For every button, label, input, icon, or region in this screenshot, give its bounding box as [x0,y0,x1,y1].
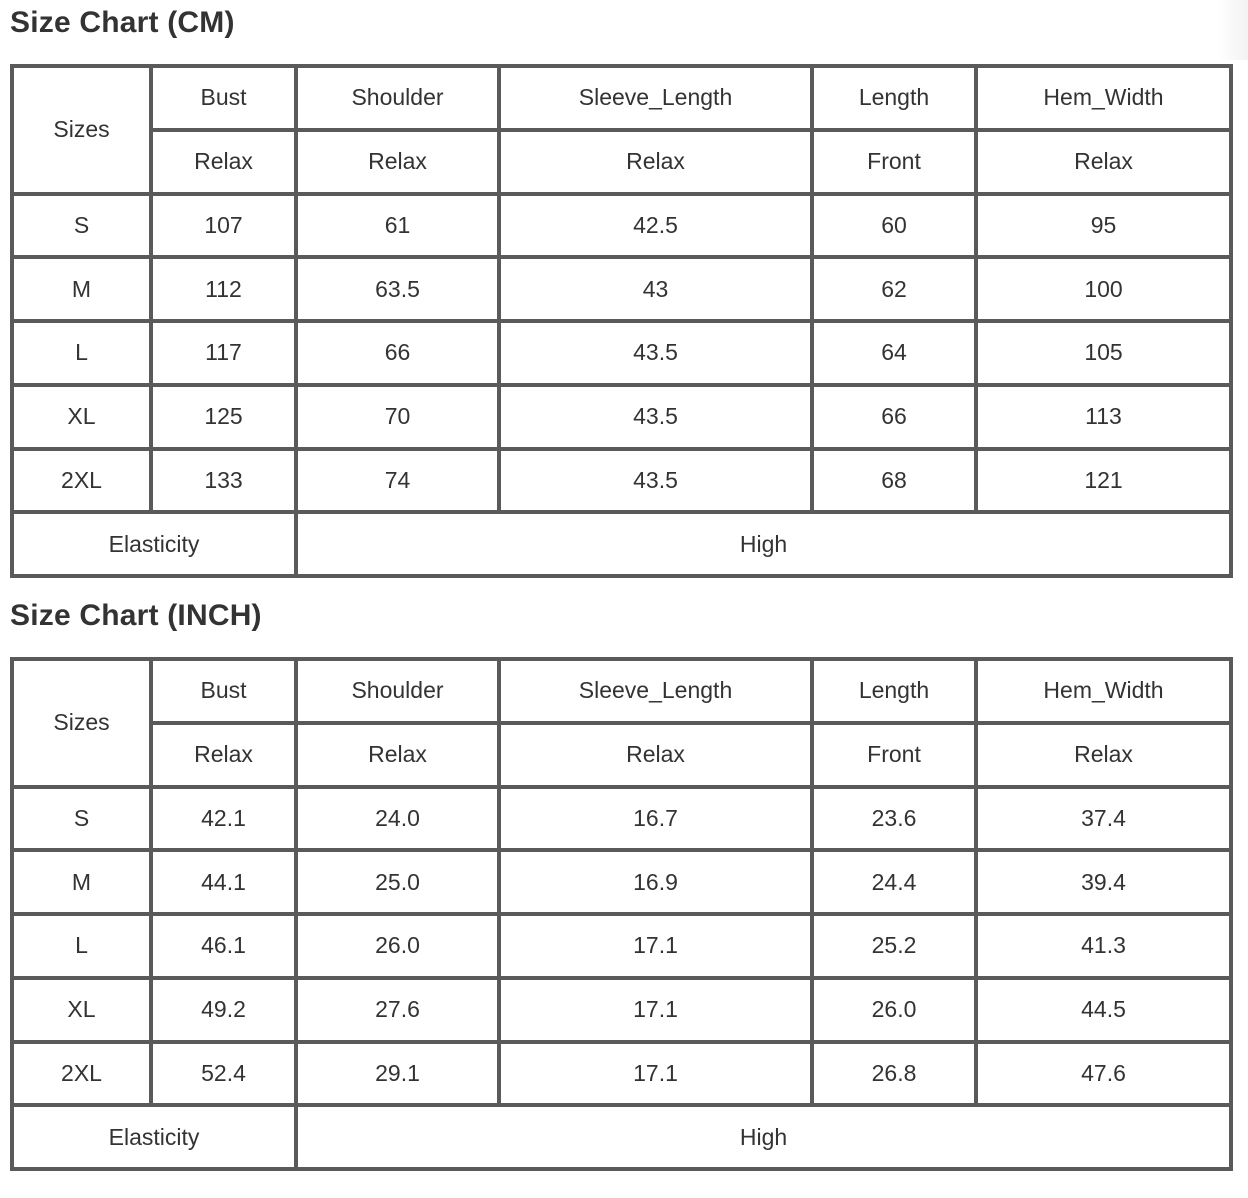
bust-cell: 112 [151,257,296,321]
header-row [12,659,1231,723]
shoulder-cell: 63.5 [296,257,499,321]
shoulder-cell: 24.0 [296,787,499,851]
bust-cell: 46.1 [151,914,296,978]
header-row [12,66,1231,130]
header-length: Length [812,66,976,130]
length-cell: 64 [812,321,976,385]
header-bust: Bust [151,66,296,130]
header-length: Length [812,659,976,723]
hem-width-cell: 44.5 [976,978,1231,1042]
bust-cell: 52.4 [151,1042,296,1106]
sleeve-length-cell: 43.5 [499,321,812,385]
sleeve-length-cell: 43.5 [499,449,812,513]
sleeve-length-cell: 17.1 [499,1042,812,1106]
table-row [12,850,1231,914]
shoulder-cell: 27.6 [296,978,499,1042]
hem-width-cell: 39.4 [976,850,1231,914]
subheader-row [12,130,1231,194]
subheader-row [12,723,1231,787]
hem-width-cell: 100 [976,257,1231,321]
bust-cell: 117 [151,321,296,385]
length-cell: 24.4 [812,850,976,914]
table-row [12,449,1231,513]
bust-cell: 107 [151,194,296,258]
table-row [12,914,1231,978]
bust-cell: 44.1 [151,850,296,914]
hem-width-cell: 47.6 [976,1042,1231,1106]
subheader-hem-width: Relax [976,130,1231,194]
shoulder-cell: 25.0 [296,850,499,914]
table-row [12,194,1231,258]
header-shoulder: Shoulder [296,66,499,130]
elasticity-value: High [296,1105,1231,1169]
elasticity-row [12,512,1231,576]
subheader-sleeve-length: Relax [499,130,812,194]
size-cell: XL [12,385,151,449]
length-cell: 60 [812,194,976,258]
sizes-header: Sizes [12,66,151,194]
size-chart-inch-table [10,657,1233,1171]
sleeve-length-cell: 43.5 [499,385,812,449]
bust-cell: 133 [151,449,296,513]
length-cell: 62 [812,257,976,321]
bust-cell: 49.2 [151,978,296,1042]
subheader-length: Front [812,723,976,787]
length-cell: 25.2 [812,914,976,978]
elasticity-value: High [296,512,1231,576]
size-cell: M [12,257,151,321]
table-row [12,321,1231,385]
hem-width-cell: 121 [976,449,1231,513]
size-cell: L [12,914,151,978]
size-chart-cm-title: Size Chart (CM) [10,6,235,39]
elasticity-label: Elasticity [12,512,296,576]
header-shoulder: Shoulder [296,659,499,723]
size-cell: M [12,850,151,914]
hem-width-cell: 37.4 [976,787,1231,851]
sleeve-length-cell: 16.7 [499,787,812,851]
bust-cell: 42.1 [151,787,296,851]
subheader-bust: Relax [151,130,296,194]
length-cell: 26.0 [812,978,976,1042]
shoulder-cell: 74 [296,449,499,513]
header-sleeve-length: Sleeve_Length [499,659,812,723]
size-cell: S [12,194,151,258]
table-row [12,385,1231,449]
size-cell: L [12,321,151,385]
header-bust: Bust [151,659,296,723]
subheader-bust: Relax [151,723,296,787]
shoulder-cell: 70 [296,385,499,449]
size-chart-cm-table [10,64,1233,578]
subheader-length: Front [812,130,976,194]
subheader-shoulder: Relax [296,723,499,787]
bust-cell: 125 [151,385,296,449]
sleeve-length-cell: 43 [499,257,812,321]
table-row [12,787,1231,851]
size-cell: S [12,787,151,851]
shoulder-cell: 26.0 [296,914,499,978]
size-chart-inch-title: Size Chart (INCH) [10,599,262,632]
subheader-hem-width: Relax [976,723,1231,787]
elasticity-label: Elasticity [12,1105,296,1169]
subheader-shoulder: Relax [296,130,499,194]
shoulder-cell: 29.1 [296,1042,499,1106]
length-cell: 66 [812,385,976,449]
table-row [12,257,1231,321]
elasticity-row [12,1105,1231,1169]
table-row [12,978,1231,1042]
header-hem-width: Hem_Width [976,66,1231,130]
size-cell: 2XL [12,449,151,513]
hem-width-cell: 41.3 [976,914,1231,978]
sizes-header: Sizes [12,659,151,787]
length-cell: 68 [812,449,976,513]
size-cell: XL [12,978,151,1042]
page-edge-shadow [1218,0,1248,60]
shoulder-cell: 61 [296,194,499,258]
header-hem-width: Hem_Width [976,659,1231,723]
size-cell: 2XL [12,1042,151,1106]
sleeve-length-cell: 16.9 [499,850,812,914]
header-sleeve-length: Sleeve_Length [499,66,812,130]
length-cell: 23.6 [812,787,976,851]
hem-width-cell: 113 [976,385,1231,449]
length-cell: 26.8 [812,1042,976,1106]
sleeve-length-cell: 17.1 [499,978,812,1042]
sleeve-length-cell: 42.5 [499,194,812,258]
hem-width-cell: 105 [976,321,1231,385]
hem-width-cell: 95 [976,194,1231,258]
table-row [12,1042,1231,1106]
subheader-sleeve-length: Relax [499,723,812,787]
shoulder-cell: 66 [296,321,499,385]
sleeve-length-cell: 17.1 [499,914,812,978]
